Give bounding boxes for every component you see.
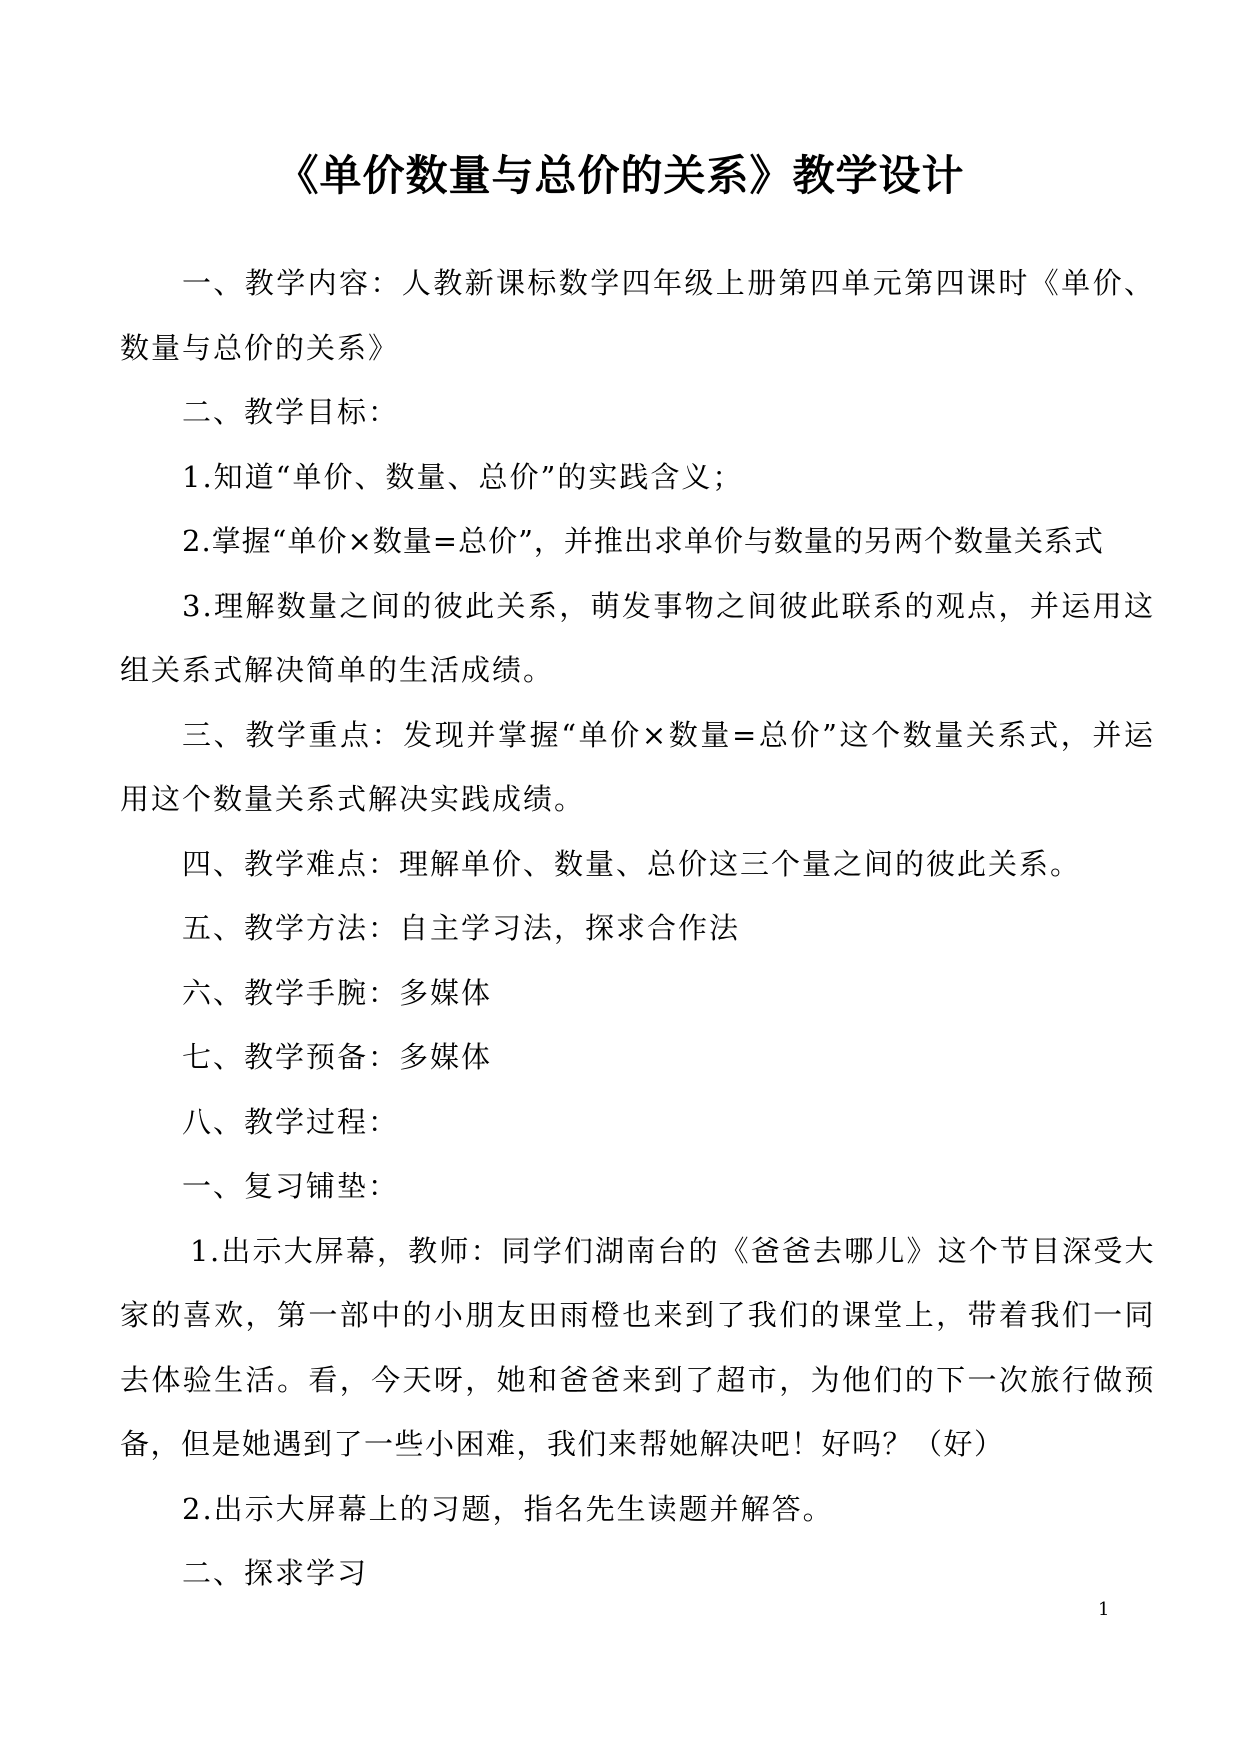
document-title: 《单价数量与总价的关系》教学设计: [276, 151, 965, 201]
page-number: 1: [1098, 1599, 1110, 1620]
paragraph-explore-heading: 二、探求学习: [182, 1556, 369, 1590]
paragraph-goal-2: 2.掌握“单价×数量=总价”，并推出求单价与数量的另两个数量关系式: [182, 524, 1104, 558]
paragraph-review-heading: 一、复习铺垫：: [182, 1169, 400, 1203]
paragraph-teaching-methods: 五、教学方法：自主学习法，探求合作法: [182, 911, 741, 945]
paragraph-teaching-means: 六、教学手腕：多媒体: [182, 975, 493, 1010]
paragraph-difficult-points: 四、教学难点：理解单价、数量、总价这三个量之间的彼此关系。: [182, 846, 1082, 881]
paragraph-goal-1: 1.知道“单价、数量、总价”的实践含义；: [182, 459, 744, 494]
paragraph-key-points: 三、教学重点：发现并掌握“单价×数量=总价”这个数量关系式，并运用这个数量关系式解决实践成绩。: [120, 717, 1155, 816]
paragraph-teaching-preparation: 七、教学预备：多媒体: [182, 1040, 493, 1074]
paragraph-teaching-process: 八、教学过程：: [182, 1104, 400, 1139]
paragraph-teaching-content: 一、教学内容：人教新课标数学四年级上册第四单元第四课时《单价、数量与总价的关系》: [120, 266, 1155, 365]
paragraph-review-item-2: 2.出示大屏幕上的习题，指名先生读题并解答。: [182, 1491, 834, 1526]
paragraph-teaching-goals-heading: 二、教学目标：: [182, 395, 400, 429]
document-body: [120, 251, 1155, 1606]
paragraph-review-item-1: 1.出示大屏幕，教师：同学们湖南台的《爸爸去哪儿》这个节目深受大家的喜欢，第一部中的小朋友田雨橙也来到了我们的课堂上，带着我们一同去体验生活。看，今天呀，她和爸爸来到了超市，为他们的下一次旅行做预备，但是她遇到了一些小困难，我们来帮她解决吧！好吗？（好）: [120, 1233, 1155, 1461]
paragraph-goal-3: 3.理解数量之间的彼此关系，萌发事物之间彼此联系的观点，并运用这组关系式解决简单的生活成绩。: [120, 588, 1155, 687]
